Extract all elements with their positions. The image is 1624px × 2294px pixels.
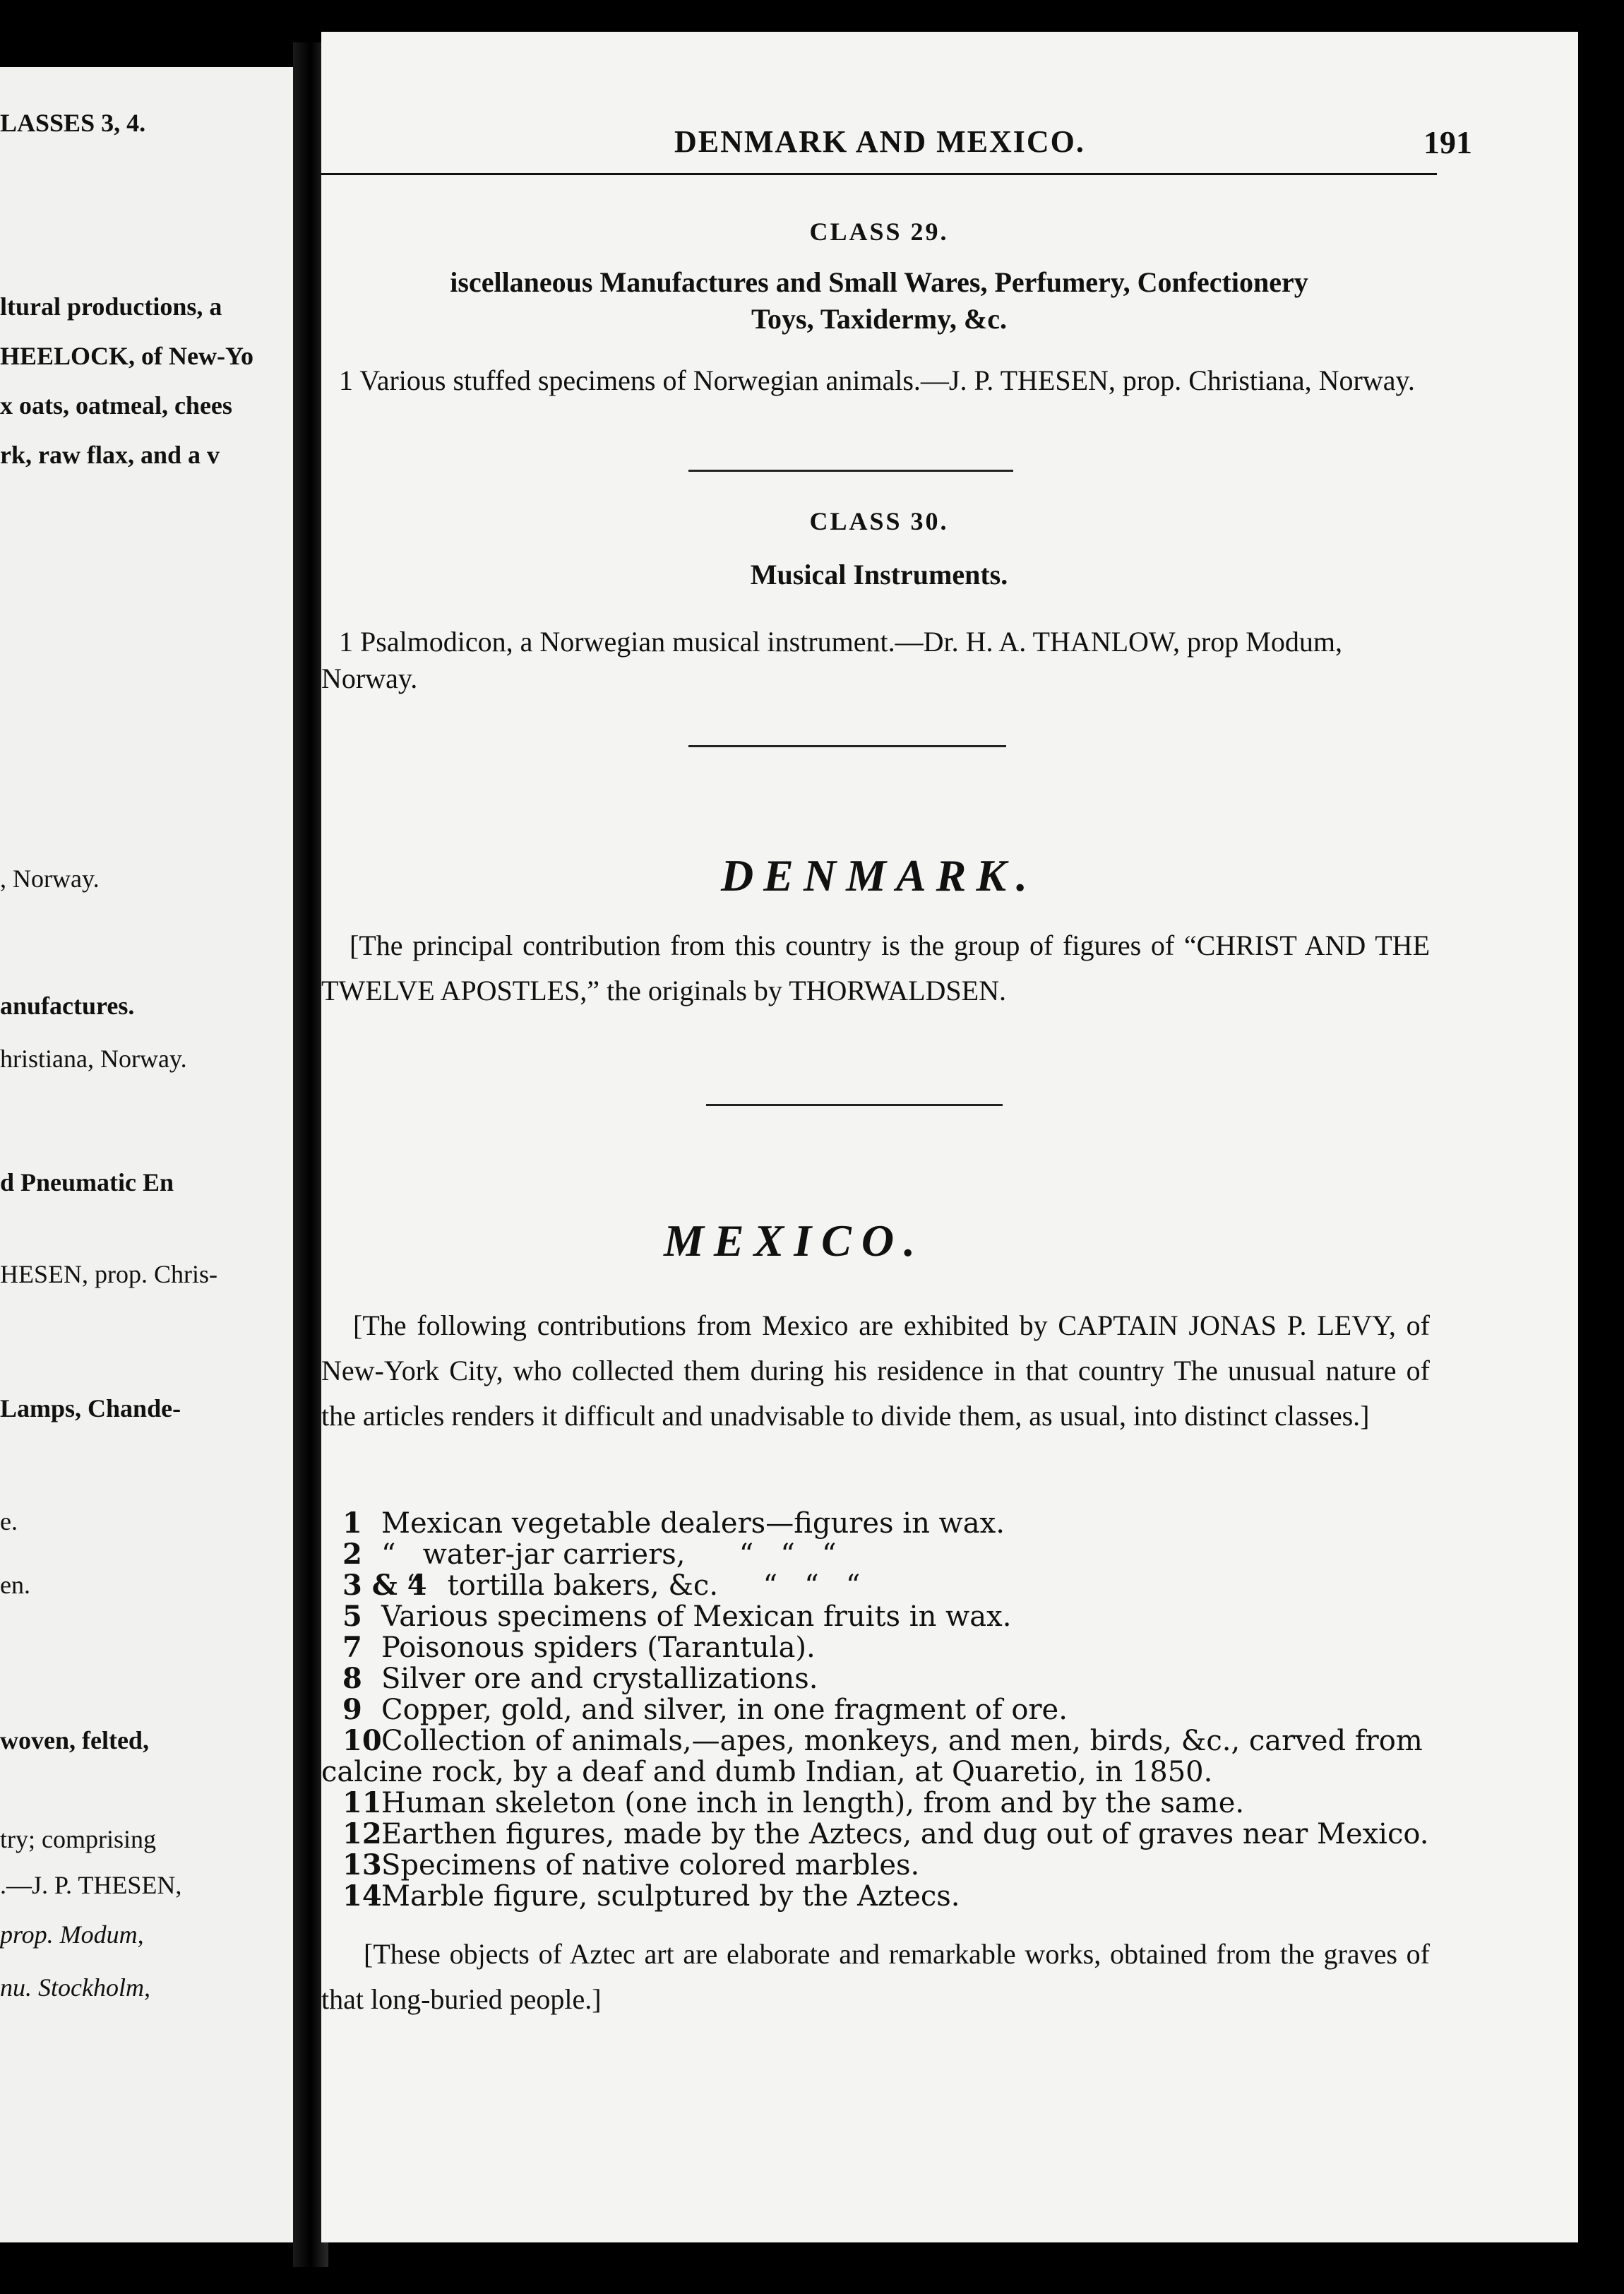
class30-number: CLASS 30. — [809, 507, 949, 535]
mexico-list-item — [342, 1539, 836, 1570]
left-page-line: d Pneumatic En — [0, 1168, 174, 1196]
left-page-line: try; comprising — [0, 1825, 156, 1853]
left-page-line: HEELOCK, of New-Yo — [0, 342, 253, 370]
item-text: “ tortilla bakers, &c. “ “ “ — [406, 1569, 861, 1602]
mexico-list-item — [342, 1850, 919, 1881]
item-text: Specimens of native colored marbles. — [381, 1849, 920, 1882]
item-number: 12 — [342, 1817, 382, 1850]
item-text: calcine rock, by a deaf and dumb Indian, at Quaretio, in 1850. — [321, 1756, 1213, 1788]
left-page-line: HESEN, prop. Chris- — [0, 1260, 217, 1288]
left-page-line: rk, raw flax, and a v — [0, 441, 220, 469]
mexico-list-item — [342, 1694, 1068, 1725]
page-number: 191 — [1423, 124, 1472, 160]
left-page-line: prop. Modum, — [0, 1920, 144, 1949]
mexico-list-item — [321, 1757, 1212, 1788]
class30-entry: 1 Psalmodicon, a Norwegian musical instrument.—Dr. H. A. THANLOW, prop Modum, Norway. — [321, 626, 1342, 694]
item-number: 2 — [342, 1538, 362, 1571]
mexico-list-item — [342, 1570, 860, 1601]
item-number: 1 — [342, 1506, 362, 1540]
item-number: 7 — [342, 1631, 362, 1664]
item-text: Earthen figures, made by the Aztecs, and dug out of graves near Mexico. — [381, 1818, 1429, 1850]
separator — [706, 1104, 1003, 1106]
right-page — [321, 32, 1578, 2242]
mexico-list-item — [342, 1663, 818, 1694]
item-text: Mexican vegetable dealers—figures in wax. — [381, 1507, 1005, 1540]
item-number: 13 — [342, 1848, 382, 1882]
left-page-line: en. — [0, 1571, 30, 1599]
item-number: 14 — [342, 1879, 382, 1913]
left-page-line: x oats, oatmeal, chees — [0, 391, 232, 420]
mexico-closing: [These objects of Aztec art are elaborate and remarkable works, obtained from the graves of that long-buried people.] — [321, 1938, 1430, 2015]
mexico-list-item — [342, 1788, 1244, 1819]
left-page-line: LASSES 3, 4. — [0, 109, 146, 137]
left-page-line: e. — [0, 1507, 18, 1535]
class29-number: CLASS 29. — [809, 218, 949, 246]
separator — [688, 470, 1013, 472]
item-text: Silver ore and crystallizations. — [381, 1663, 818, 1695]
item-text: Poisonous spiders (Tarantula). — [381, 1632, 816, 1664]
item-text: Various specimens of Mexican fruits in wax. — [381, 1600, 1012, 1633]
mexico-list-item — [342, 1725, 1423, 1757]
mexico-list-item — [342, 1881, 960, 1912]
class29-title-line1: iscellaneous Manufactures and Small Wares, Perfumery, Confectionery — [450, 266, 1308, 298]
item-text: Copper, gold, and silver, in one fragment of ore. — [381, 1694, 1068, 1726]
running-header — [321, 124, 1578, 166]
left-page-line: Lamps, Chande- — [0, 1394, 181, 1422]
item-text: “ water-jar carriers, “ “ “ — [381, 1538, 837, 1571]
class29-entry: 1 Various stuffed specimens of Norwegian animals.—J. P. THESEN, prop. Christiana, Norway. — [339, 364, 1415, 396]
left-page-line: .—J. P. THESEN, — [0, 1871, 182, 1899]
class30-title: Musical Instruments. — [750, 559, 1008, 590]
mexico-intro: [The following contributions from Mexico are exhibited by CAPTAIN JONAS P. LEVY, of New-York City, who collected them during his residence in that country The unusual nature of the articles renders it difficult and unadvisable to divide them, as usual, into distinct classes.] — [321, 1309, 1430, 1432]
left-page-line: woven, felted, — [0, 1726, 149, 1754]
item-number: 3 & 4 — [342, 1569, 427, 1602]
mexico-list-item — [342, 1508, 1005, 1539]
item-number: 5 — [342, 1600, 362, 1633]
item-number: 9 — [342, 1693, 362, 1726]
denmark-heading: DENMARK. — [720, 850, 1038, 901]
left-page-line: , Norway. — [0, 864, 100, 893]
mexico-list-item — [342, 1632, 816, 1663]
item-text: Marble figure, sculptured by the Aztecs. — [381, 1880, 960, 1913]
mexico-heading: MEXICO. — [663, 1216, 926, 1266]
header-rule — [321, 173, 1437, 175]
item-text: Human skeleton (one inch in length), from and by the same. — [381, 1787, 1245, 1819]
mexico-items-list — [321, 1508, 1437, 1967]
class29-title-line2: Toys, Taxidermy, &c. — [751, 303, 1007, 335]
item-number: 11 — [342, 1786, 382, 1819]
item-number: 10 — [342, 1724, 382, 1757]
item-number: 8 — [342, 1662, 362, 1695]
denmark-note: [The principal contribution from this country is the group of figures of “CHRIST AND THE TWELVE APOSTLES,” the originals by THORWALDSEN. — [321, 929, 1430, 1006]
mexico-list-item — [342, 1601, 1011, 1632]
item-text: Collection of animals,—apes, monkeys, and men, birds, &c., carved from — [381, 1725, 1423, 1757]
left-page-line: hristiana, Norway. — [0, 1045, 187, 1073]
left-page-line: nu. Stockholm, — [0, 1973, 150, 2002]
header-title: DENMARK AND MEXICO. — [674, 124, 1085, 159]
separator — [688, 745, 1006, 747]
mexico-list-item — [342, 1819, 1428, 1850]
left-page-line: ltural productions, a — [0, 292, 222, 321]
left-page-fragment — [0, 67, 293, 2242]
left-page-line: anufactures. — [0, 992, 135, 1020]
